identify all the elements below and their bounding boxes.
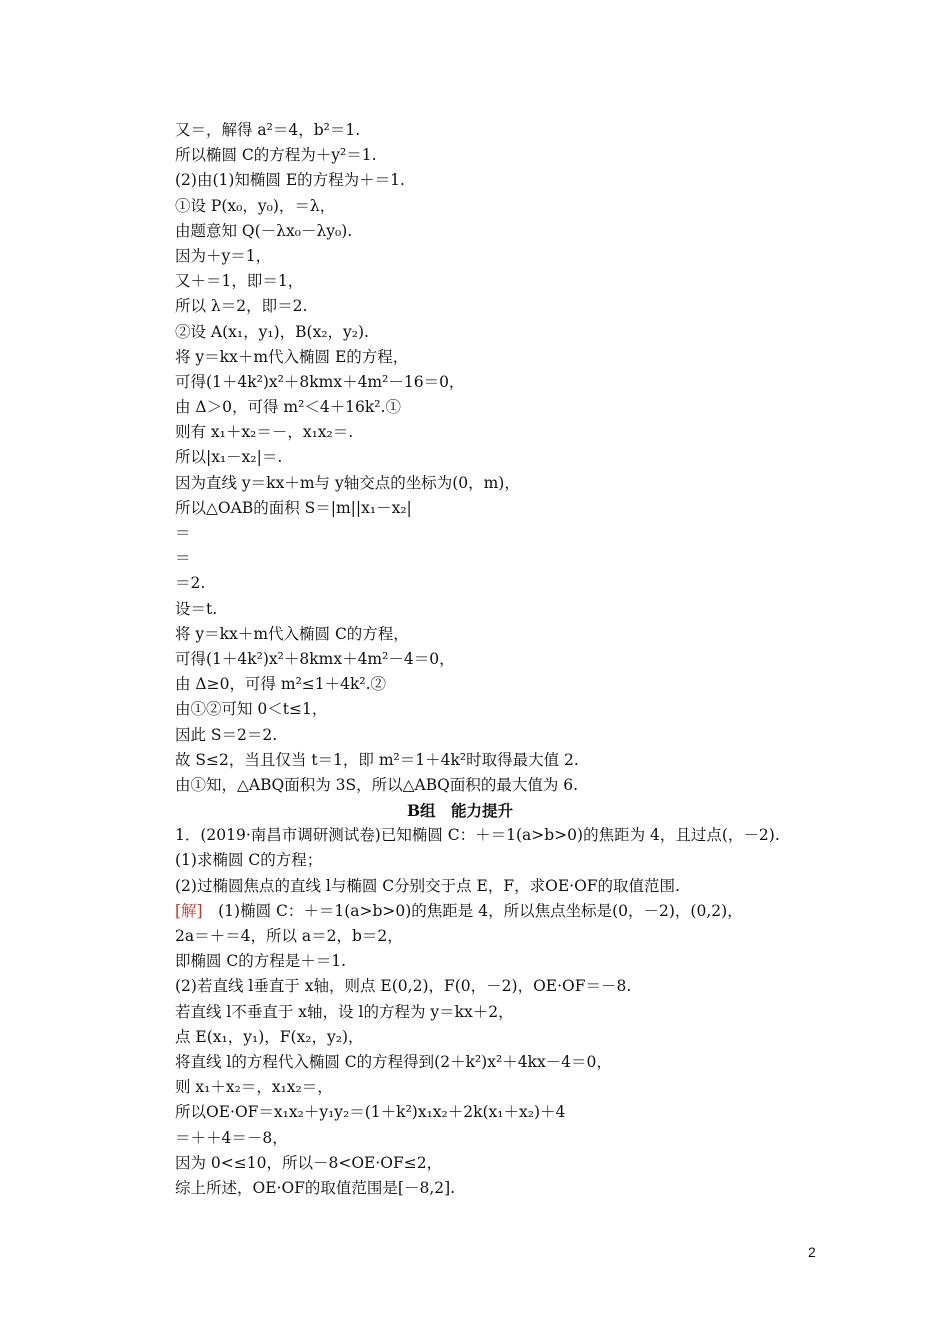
text-line: 因为＋y＝1，: [175, 246, 272, 265]
text-line: 可得(1＋4k²)x²＋8kmx＋4m²－4＝0，: [175, 649, 455, 668]
text-line: 则有 x₁＋x₂＝－，x₁x₂＝.: [175, 423, 354, 442]
text-line: 将 y＝kx＋m代入椭圆 C的方程，: [175, 624, 409, 643]
solution-line: 2a＝＋＝4，所以 a＝2，b＝2，: [175, 927, 403, 945]
text-line: 由 Δ＞0，可得 m²＜4＋16k².①: [175, 398, 401, 417]
solution-line: 即椭圆 C的方程是＋＝1.: [175, 952, 347, 971]
text-line: 因此 S＝2＝2.: [175, 725, 278, 744]
text-line: ①设 P(x₀，y₀)，＝λ，: [175, 196, 336, 215]
text-line: 将 y＝kx＋m代入椭圆 E的方程，: [175, 347, 409, 366]
text-line: 又＝，解得 a²＝4，b²＝1.: [175, 121, 361, 139]
solution-line: 若直线 l不垂直于 x轴，设 l的方程为 y＝kx＋2，: [175, 1002, 514, 1021]
solution-line: 将直线 l的方程代入椭圆 C的方程得到(2＋k²)x²＋4kx－4＝0，: [175, 1052, 612, 1071]
text-line: ②设 A(x₁，y₁)，B(x₂，y₂).: [175, 322, 369, 341]
solution-line: ＝＋＋4＝－8，: [175, 1128, 288, 1147]
text-line: 所以△OAB的面积 S＝|m||x₁－x₂|: [175, 498, 412, 517]
text-line: ＝2.: [175, 574, 206, 593]
text-line: ＝: [175, 524, 191, 542]
text-line: 由 Δ≥0，可得 m²≤1＋4k².②: [175, 675, 387, 694]
text-body: [175, 118, 855, 1201]
problem-line: (1)求椭圆 C的方程；: [175, 851, 323, 870]
text-line: ＝: [175, 549, 191, 568]
text-line: 可得(1＋4k²)x²＋8kmx＋4m²－16＝0，: [175, 372, 465, 391]
solution-line: 综上所述，OE·OF的取值范围是[－8,2].: [175, 1178, 456, 1197]
text-line: 由①②可知 0＜t≤1，: [175, 700, 328, 719]
text-line: 故 S≤2，当且仅当 t＝1，即 m²＝1＋4k²时取得最大值 2.: [175, 750, 579, 769]
section-title: B组 能力提升: [406, 801, 514, 821]
solution-tag: [解]: [175, 901, 203, 920]
text-line: 又＋＝1，即＝1，: [175, 272, 304, 291]
solution-text: (1)椭圆 C：＋＝1(a>b>0)的焦距是 4，所以焦点坐标是(0，－2)，(0,2)，: [202, 901, 743, 920]
solution-line: (2)若直线 l垂直于 x轴，则点 E(0,2)，F(0，－2)，OE·OF＝－8.: [175, 977, 632, 996]
text-line: 设＝t.: [175, 599, 218, 618]
page-number: 2: [808, 1244, 816, 1260]
solution-line: 所以OE·OF＝x₁x₂＋y₁y₂＝(1＋k²)x₁x₂＋2k(x₁＋x₂)＋4: [175, 1103, 566, 1122]
solution-first-line: [175, 899, 855, 924]
text-line: 所以椭圆 C的方程为＋y²＝1.: [175, 146, 377, 165]
solution-line: 点 E(x₁，y₁)，F(x₂，y₂)，: [175, 1027, 364, 1046]
text-line: 由①知，△ABQ面积为 3S，所以△ABQ面积的最大值为 6.: [175, 775, 579, 794]
problem-line: (2)过椭圆焦点的直线 l与椭圆 C分别交于点 E，F，求OE·OF的取值范围.: [175, 876, 680, 895]
solution-line: 则 x₁＋x₂＝，x₁x₂＝，: [175, 1078, 333, 1097]
text-line: (2)由(1)知椭圆 E的方程为＋＝1.: [175, 171, 405, 190]
text-line: 所以|x₁－x₂|＝.: [175, 448, 283, 467]
text-line: 因为直线 y＝kx＋m与 y轴交点的坐标为(0，m)，: [175, 473, 520, 492]
problem-line: 1．(2019·南昌市调研测试卷)已知椭圆 C：＋＝1(a>b>0)的焦距为 4，且过点(，－2).: [175, 826, 780, 845]
text-line: 由题意知 Q(－λx₀－λy₀).: [175, 221, 353, 240]
text-line: 所以 λ＝2，即＝2.: [175, 297, 308, 316]
solution-line: 因为 0<≤10，所以－8<OE·OF≤2，: [175, 1153, 443, 1172]
